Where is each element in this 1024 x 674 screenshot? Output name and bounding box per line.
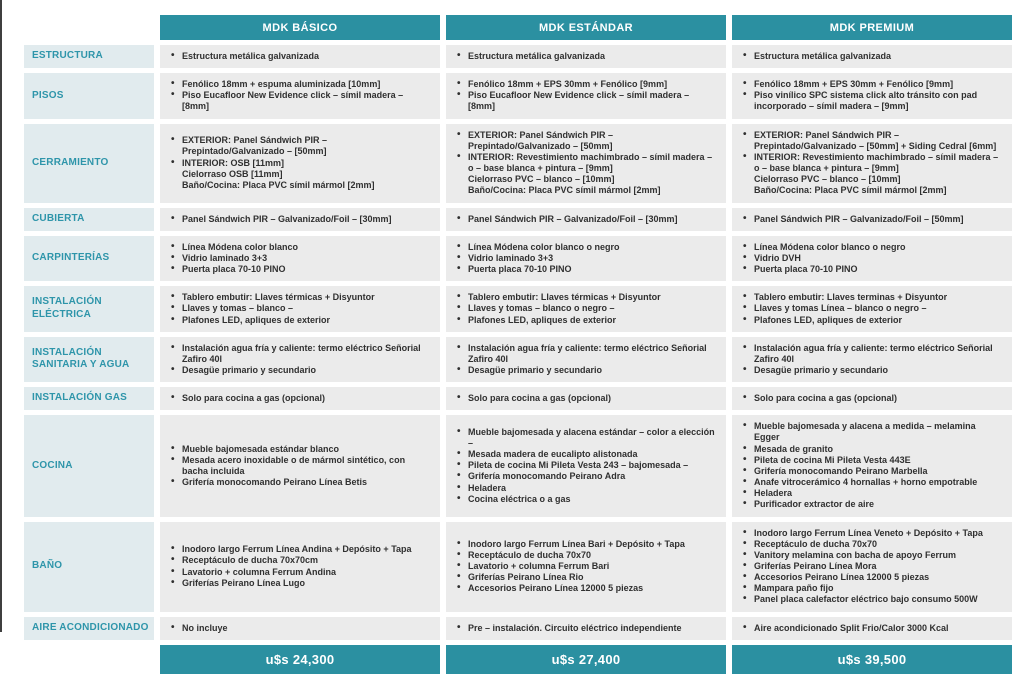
feature-item: Baño/Cocina: Placa PVC símil mármol [2mm] (754, 185, 947, 196)
feature-cell (160, 415, 440, 516)
feature-item: • Tablero embutir: Llaves térmicas + Disyuntor (170, 292, 430, 303)
feature-item: • INTERIOR: Revestimiento machimbrado – símil madera – o – base blanca + pintura – [9mm] (742, 152, 1002, 174)
feature-item: • Desagüe primario y secundario (742, 365, 1002, 376)
feature-cell (732, 45, 1012, 68)
feature-item: • Puerta placa 70-10 PINO (456, 264, 716, 275)
feature-item: • Cocina eléctrica o a gas (456, 494, 716, 505)
feature-item: • Piso Eucafloor New Evidence click – símil madera – [8mm] (170, 90, 430, 112)
feature-cell (160, 522, 440, 612)
row-label (24, 124, 154, 203)
feature-item: • Receptáculo de ducha 70x70cm (170, 555, 430, 566)
feature-item: • Panel Sándwich PIR – Galvanizado/Foil – [30mm] (170, 214, 430, 225)
feature-cell (446, 236, 726, 281)
feature-item: • Desagüe primario y secundario (456, 365, 716, 376)
feature-cell (732, 522, 1012, 612)
comparison-table (24, 15, 1012, 674)
feature-item: • Panel Sándwich PIR – Galvanizado/Foil – [30mm] (456, 214, 716, 225)
feature-cell (160, 208, 440, 231)
feature-item: • Heladera (456, 483, 716, 494)
feature-item: • Tablero embutir: Llaves térmicas + Disyuntor (456, 292, 716, 303)
feature-item: • Vidrio DVH (742, 253, 1002, 264)
feature-item: • Plafones LED, apliques de exterior (456, 315, 716, 326)
feature-cell (446, 337, 726, 382)
feature-cell (446, 415, 726, 516)
row-label-text: INSTALACIÓN ELÉCTRICA (32, 296, 102, 320)
feature-item: • Accesorios Peirano Línea 12000 5 piezas (456, 583, 716, 594)
feature-cell (732, 236, 1012, 281)
row-label-text: AIRE ACONDICIONADO (32, 621, 149, 633)
feature-cell (446, 617, 726, 640)
feature-item: • Receptáculo de ducha 70x70 (742, 539, 1002, 550)
feature-item: • Griferías Peirano Línea Lugo (170, 578, 430, 589)
row-label-text: CUBIERTA (32, 212, 85, 224)
feature-cell (160, 124, 440, 203)
feature-item: • Vidrio laminado 3+3 (170, 253, 430, 264)
feature-item: • Heladera (742, 488, 1002, 499)
feature-item: • Panel placa calefactor eléctrico bajo consumo 500W (742, 594, 1002, 605)
feature-cell (732, 124, 1012, 203)
row-label-text: INSTALACIÓN SANITARIA Y AGUA (32, 346, 130, 371)
feature-item: • Solo para cocina a gas (opcional) (170, 393, 430, 404)
price-corner-spacer (24, 645, 154, 674)
row-label-text: BAÑO (32, 560, 63, 572)
row-label-text: CERRAMIENTO (32, 156, 109, 168)
feature-item: • Grifería monocomando Peirano Línea Betis (170, 477, 430, 488)
feature-item: Baño/Cocina: Placa PVC símil mármol [2mm] (468, 185, 661, 196)
feature-cell (732, 73, 1012, 118)
feature-item: • Mampara paño fijo (742, 583, 1002, 594)
price-cell: u$s 27,400 (446, 645, 726, 674)
feature-item: • Instalación agua fría y caliente: termo eléctrico Señorial Zafiro 40l (742, 343, 1002, 365)
feature-cell (446, 208, 726, 231)
feature-item: • Instalación agua fría y caliente: termo eléctrico Señorial Zafiro 40l (170, 343, 430, 365)
feature-item: • Desagüe primario y secundario (170, 365, 430, 376)
feature-item: • Solo para cocina a gas (opcional) (742, 393, 1002, 404)
feature-item: • Línea Módena color blanco o negro (456, 242, 716, 253)
feature-item: • Griferías Peirano Línea Rio (456, 572, 716, 583)
feature-cell (160, 236, 440, 281)
feature-item: • Receptáculo de ducha 70x70 (456, 550, 716, 561)
price-cell: u$s 39,500 (732, 645, 1012, 674)
feature-item: • Instalación agua fría y caliente: termo eléctrico Señorial Zafiro 40l (456, 343, 716, 365)
feature-item: • Línea Módena color blanco o negro (742, 242, 1002, 253)
row-label-text: CARPINTERÍAS (32, 252, 110, 264)
feature-cell (732, 286, 1012, 331)
feature-item: • No incluye (170, 623, 430, 634)
feature-item: • Piso vinílico SPC sistema click alto tránsito con pad incorporado – símil madera – [9mm] (742, 90, 1002, 112)
feature-item: • Aire acondicionado Split Frio/Calor 3000 Kcal (742, 623, 1002, 634)
feature-item: Cielorraso PVC – blanco – [10mm] (468, 174, 615, 185)
row-label (24, 45, 154, 68)
feature-cell (160, 337, 440, 382)
feature-item: • Grifería monocomando Peirano Marbella (742, 466, 1002, 477)
feature-item: • Estructura metálica galvanizada (170, 51, 430, 62)
feature-item: • Vanitory melamina con bacha de apoyo Ferrum (742, 550, 1002, 561)
row-label (24, 286, 154, 331)
feature-item: • Llaves y tomas – blanco o negro – (456, 303, 716, 314)
row-label-text: COCINA (32, 459, 73, 471)
feature-item: • Línea Módena color blanco (170, 242, 430, 253)
row-label-text: PISOS (32, 89, 64, 101)
feature-cell (732, 208, 1012, 231)
feature-item: • EXTERIOR: Panel Sándwich PIR – Prepintado/Galvanizado – [50mm] + Siding Cedral [6mm] (742, 130, 1002, 152)
feature-item: • Accesorios Peirano Línea 12000 5 piezas (742, 572, 1002, 583)
feature-cell (446, 522, 726, 612)
feature-item: • Solo para cocina a gas (opcional) (456, 393, 716, 404)
feature-cell (732, 415, 1012, 516)
feature-item: • INTERIOR: Revestimiento machimbrado – símil madera – o – base blanca + pintura – [9mm] (456, 152, 716, 174)
feature-cell (160, 387, 440, 410)
row-label-text: INSTALACIÓN GAS (32, 392, 128, 404)
feature-item: • Mesada madera de eucalipto alistonada (456, 449, 716, 460)
row-label-text: ESTRUCTURA (32, 50, 103, 62)
feature-item: • Tablero embutir: Llaves terminas + Disyuntor (742, 292, 1002, 303)
row-label (24, 236, 154, 281)
feature-item: Cielorraso PVC – blanco – [10mm] (754, 174, 901, 185)
feature-item: • Fenólico 18mm + espuma aluminizada [10mm] (170, 79, 430, 90)
feature-cell (732, 387, 1012, 410)
feature-item: • Puerta placa 70-10 PINO (170, 264, 430, 275)
feature-item: • Plafones LED, apliques de exterior (170, 315, 430, 326)
feature-item: • Inodoro largo Ferrum Línea Veneto + Depósito + Tapa (742, 528, 1002, 539)
feature-item: • Estructura metálica galvanizada (456, 51, 716, 62)
feature-cell (446, 387, 726, 410)
row-label (24, 617, 154, 640)
row-label (24, 208, 154, 231)
row-label (24, 387, 154, 410)
column-header: MDK BÁSICO (160, 15, 440, 40)
feature-item: • Estructura metálica galvanizada (742, 51, 1002, 62)
page-left-border (0, 0, 2, 632)
feature-item: • Panel Sándwich PIR – Galvanizado/Foil – [50mm] (742, 214, 1002, 225)
feature-cell (160, 617, 440, 640)
feature-item: • Plafones LED, apliques de exterior (742, 315, 1002, 326)
feature-item: • Llaves y tomas – blanco – (170, 303, 430, 314)
feature-item: • Mesada de granito (742, 444, 1002, 455)
row-label (24, 522, 154, 612)
feature-item: • Griferías Peirano Línea Mora (742, 561, 1002, 572)
feature-item: • Pileta de cocina Mi Pileta Vesta 243 – bajomesada – (456, 460, 716, 471)
feature-cell (446, 286, 726, 331)
feature-item: • Mueble bajomesada estándar blanco (170, 444, 430, 455)
feature-item: • Mueble bajomesada y alacena a medida – melamina Egger (742, 421, 1002, 443)
feature-cell (732, 337, 1012, 382)
feature-cell (160, 73, 440, 118)
feature-item: • Fenólico 18mm + EPS 30mm + Fenólico [9mm] (456, 79, 716, 90)
feature-cell (446, 45, 726, 68)
feature-item: • Inodoro largo Ferrum Línea Andina + Depósito + Tapa (170, 544, 430, 555)
feature-item: • Piso Eucafloor New Evidence click – símil madera – [8mm] (456, 90, 716, 112)
feature-item: • EXTERIOR: Panel Sándwich PIR – Prepintado/Galvanizado – [50mm] (170, 135, 430, 157)
feature-item: • Grifería monocomando Peirano Adra (456, 471, 716, 482)
feature-item: • Fenólico 18mm + EPS 30mm + Fenólico [9mm] (742, 79, 1002, 90)
feature-item: Baño/Cocina: Placa PVC símil mármol [2mm] (182, 179, 375, 190)
row-label (24, 337, 154, 382)
column-header: MDK PREMIUM (732, 15, 1012, 40)
feature-item: • Puerta placa 70-10 PINO (742, 264, 1002, 275)
feature-item: • Pre – instalación. Circuito eléctrico independiente (456, 623, 716, 634)
feature-cell (160, 45, 440, 68)
feature-item: • Llaves y tomas Línea – blanco o negro – (742, 303, 1002, 314)
feature-item: • Mesada acero inoxidable o de mármol sintético, con bacha incluida (170, 455, 430, 477)
feature-item: • Pileta de cocina Mi Pileta Vesta 443E (742, 455, 1002, 466)
price-cell: u$s 24,300 (160, 645, 440, 674)
feature-item: • Vidrio laminado 3+3 (456, 253, 716, 264)
header-corner-spacer (24, 15, 154, 40)
feature-item: • Lavatorio + columna Ferrum Andina (170, 567, 430, 578)
feature-item: Cielorraso OSB [11mm] (182, 168, 283, 179)
feature-item: • Anafe vitrocerámico 4 hornallas + horno empotrable (742, 477, 1002, 488)
feature-cell (446, 124, 726, 203)
feature-cell (160, 286, 440, 331)
column-header: MDK ESTÁNDAR (446, 15, 726, 40)
feature-item: • EXTERIOR: Panel Sándwich PIR – Prepintado/Galvanizado – [50mm] (456, 130, 716, 152)
feature-cell (446, 73, 726, 118)
feature-item: • Lavatorio + columna Ferrum Bari (456, 561, 716, 572)
feature-item: • Inodoro largo Ferrum Línea Bari + Depósito + Tapa (456, 539, 716, 550)
feature-cell (732, 617, 1012, 640)
feature-item: • INTERIOR: OSB [11mm] (170, 158, 430, 169)
feature-item: • Purificador extractor de aire (742, 499, 1002, 510)
row-label (24, 415, 154, 516)
feature-item: • Mueble bajomesada y alacena estándar – color a elección – (456, 427, 716, 449)
row-label (24, 73, 154, 118)
